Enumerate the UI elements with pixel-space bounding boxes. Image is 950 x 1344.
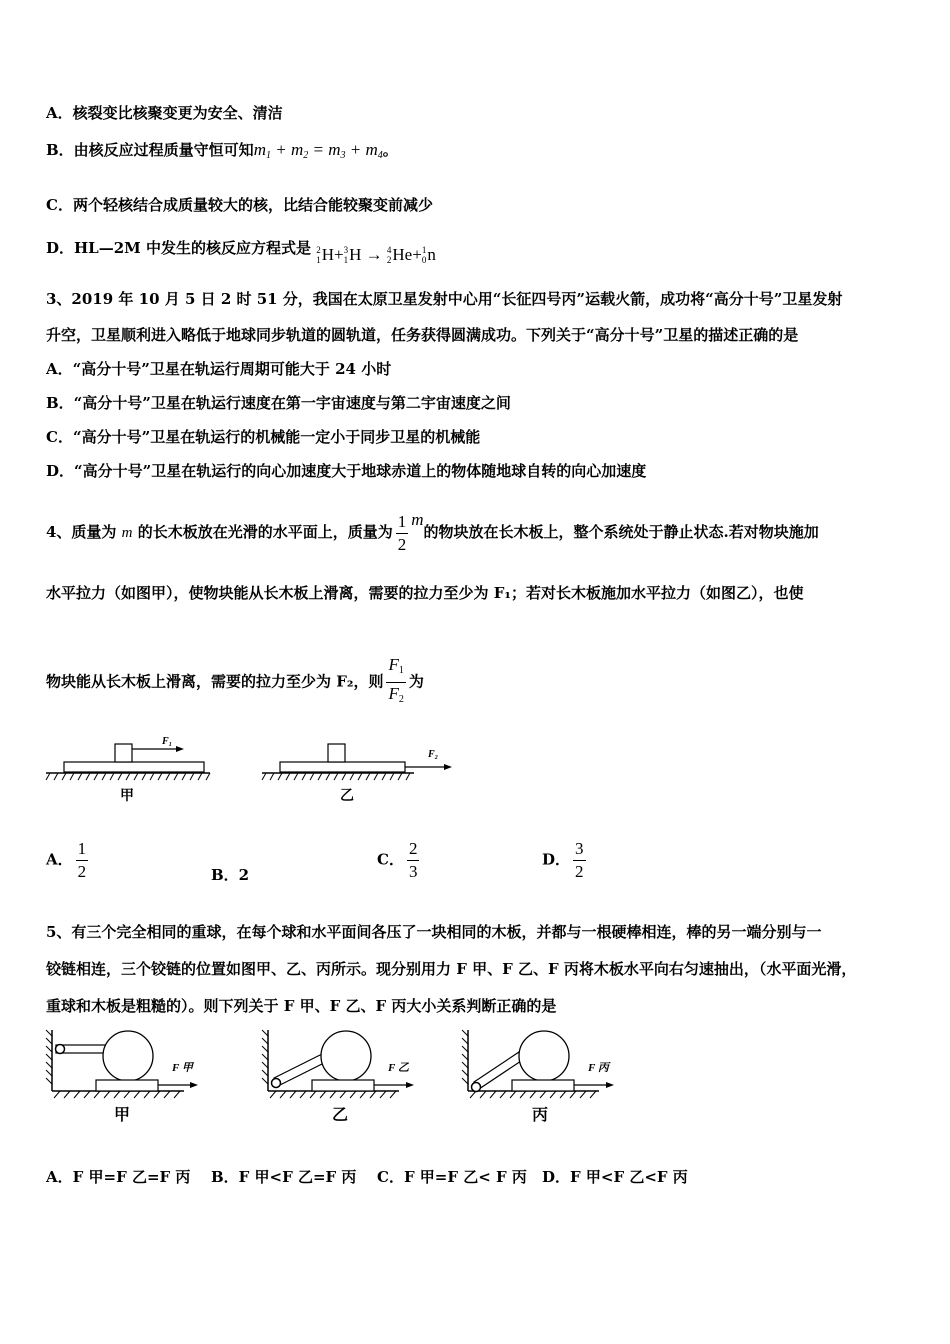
figure-label: 丙: [532, 1105, 549, 1124]
q2-option-d: [46, 238, 436, 265]
q2-option-d-text: D．HL—2M 中发生的核反应方程式是: [46, 239, 311, 257]
q5-stem-line2: 铰链相连，三个铰链的位置如图甲、乙、丙所示。现分别用力 F 甲、F 乙、F 丙将木板水平向右匀速抽出，（水平面光滑，: [46, 960, 857, 978]
q4-option-d: D． $\frac{3}{2}$: [542, 839, 584, 881]
q5-stem-line1: 5、有三个完全相同的重球，在每个球和水平面间各压了一块相同的木板，并都与一根硬棒相连，棒的另一端分别与一: [46, 923, 822, 941]
q5-figure: [44, 1028, 624, 1128]
hinge: [472, 1083, 481, 1092]
q3-option-c: C．“高分十号”卫星在轨运行的机械能一定小于同步卫星的机械能: [46, 428, 481, 446]
mass-equation: $m_1 + m_2 = m_3 + m_4$: [253, 140, 383, 161]
figure-jia-label: 甲: [120, 788, 134, 804]
q4-option-b: B．2: [211, 866, 250, 884]
force-label: F 乙: [388, 1062, 409, 1074]
q4-option-c: C． $\frac{2}{3}$: [377, 839, 418, 881]
q3-option-b: B．“高分十号”卫星在轨运行速度在第一宇宙速度与第二宇宙速度之间: [46, 394, 511, 412]
q5-stem-line3: 重球和木板是粗糙的）。则下列关于 F 甲、F 乙、F 丙大小关系判断正确的是: [46, 997, 557, 1015]
q4-figure: [44, 730, 464, 805]
figure-yi-label: 乙: [340, 788, 354, 804]
q2-option-b: B．由核反应过程质量守恒可知$m_1 + m_2 = m_3 + m_4$。: [46, 140, 398, 161]
q3-stem-line1: 3、2019 年 10 月 5 日 2 时 51 分，我国在太原卫星发射中心用“长征四号丙”运载火箭，成功将“高分十号”卫星发射: [46, 290, 843, 308]
q2-option-a: A．核裂变比核聚变更为安全、清洁: [46, 104, 283, 122]
q2-option-c: C．两个轻核结合成质量较大的核，比结合能较聚变前减少: [46, 196, 433, 214]
figure-bing: [462, 1030, 614, 1124]
block: [115, 744, 132, 762]
q5-option-d: D．F 甲<F 乙<F 丙: [542, 1168, 688, 1186]
heavy-ball: [103, 1031, 153, 1081]
long-board: [64, 762, 204, 772]
figure-yi: [262, 744, 452, 804]
nuclear-equation: 2 1 H+ 3 1 H → 4 2 He+ 1 0 n: [316, 245, 436, 265]
heavy-ball: [321, 1031, 371, 1081]
figure-yi: [262, 1030, 414, 1124]
hinge: [56, 1045, 65, 1054]
q4-stem-line3: 物块能从长木板上滑离，需要的拉力至少为 F₂，则 $\frac{F_1}{F_2}$ 为: [46, 654, 424, 711]
q3-option-d: D．“高分十号”卫星在轨运行的向心加速度大于地球赤道上的物体随地球自转的向心加速度: [46, 462, 647, 480]
wooden-board: [512, 1080, 574, 1091]
q3-option-a: A．“高分十号”卫星在轨运行周期可能大于 24 小时: [46, 360, 392, 378]
force-f2-label: F₂: [428, 749, 439, 760]
hinge: [272, 1079, 281, 1088]
force-f1-label: F₁: [162, 736, 173, 747]
q3-stem-line2: 升空，卫星顺利进入略低于地球同步轨道的圆轨道，任务获得圆满成功。下列关于“高分十号”卫星的描述正确的是: [46, 326, 799, 344]
figure-label: 乙: [332, 1105, 349, 1124]
figure-jia: [46, 1030, 198, 1124]
long-board: [280, 762, 405, 772]
force-ratio-fraction: $\frac{F_1}{F_2}$: [388, 655, 404, 705]
half-mass-fraction: $\frac{1}{2}$: [397, 511, 407, 554]
figure-label: 甲: [114, 1105, 131, 1124]
q4-stem-line1: 4、质量为 m 的长木板放在光滑的水平面上，质量为 $\frac{1}{2}$ m的物块放在长木板上，整个系统处于静止状态.若对物块施加: [46, 510, 819, 554]
block: [328, 744, 345, 762]
figure-jia: [46, 736, 210, 804]
q5-option-a: A．F 甲=F 乙=F 丙: [46, 1168, 191, 1186]
q2-option-b-text: B．由核反应过程质量守恒可知: [46, 141, 254, 159]
q5-option-b: B．F 甲<F 乙=F 丙: [211, 1168, 357, 1186]
q4-option-a: A． $\frac{1}{2}$: [46, 839, 87, 881]
wooden-board: [312, 1080, 374, 1091]
heavy-ball: [519, 1031, 569, 1081]
force-label: F 丙: [588, 1062, 609, 1074]
force-label: F 甲: [172, 1062, 193, 1074]
wooden-board: [96, 1080, 158, 1091]
q4-stem-line2: 水平拉力（如图甲），使物块能从长木板上滑离，需要的拉力至少为 F₁；若对长木板施加水平拉力（如图乙），也使: [46, 584, 804, 602]
q5-option-c: C．F 甲=F 乙< F 丙: [377, 1168, 527, 1186]
